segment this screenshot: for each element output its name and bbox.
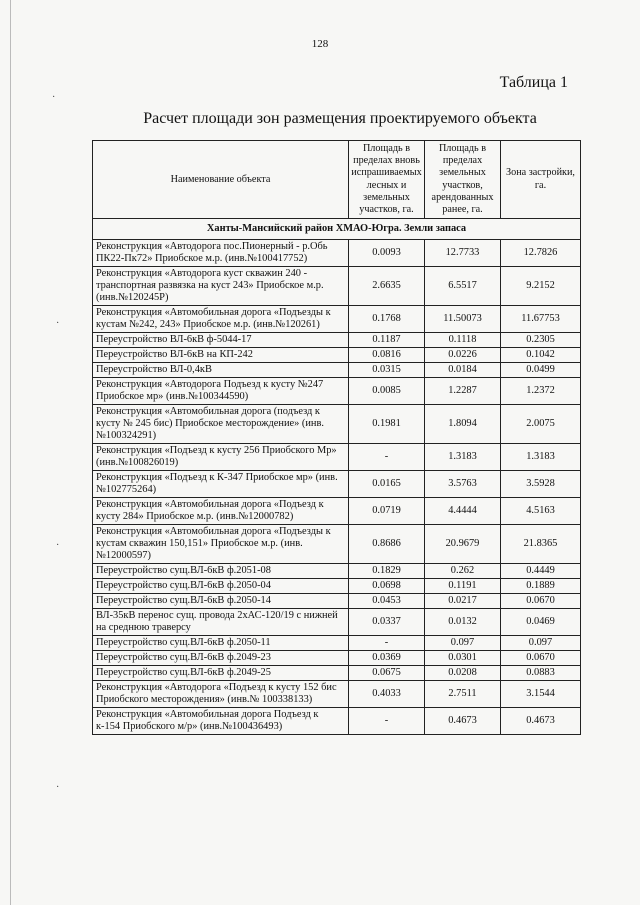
row-forest-area-cell: 0.0675 (349, 666, 425, 681)
row-name-cell: Переустройство сущ.ВЛ-6кВ ф.2050-04 (93, 579, 349, 594)
row-name-cell: Переустройство сущ.ВЛ-6кВ ф.2049-25 (93, 666, 349, 681)
row-leased-area-cell: 20.9679 (425, 525, 501, 564)
table-label: Таблица 1 (499, 74, 568, 91)
row-name-cell: Переустройство ВЛ-6кВ на КП-242 (93, 348, 349, 363)
row-forest-area-cell: 2.6635 (349, 267, 425, 306)
row-name-cell: Реконструкция «Автодорога Подъезд к кусту №247 Приобское мр» (инв.№100344590) (93, 378, 349, 405)
header-name: Наименование объекта (93, 141, 349, 219)
row-leased-area-cell: 4.4444 (425, 498, 501, 525)
row-forest-area-cell: 0.1768 (349, 306, 425, 333)
table-row (93, 348, 581, 363)
row-name-cell: Реконструкция «Подъезд к кусту 256 Приобского Мр» (инв.№100826019) (93, 444, 349, 471)
row-name-cell: Реконструкция «Автодорога пос.Пионерный - р.Обь ПК22-Пк72» Приобское м.р. (инв.№100417752) (93, 240, 349, 267)
row-leased-area-cell: 0.0132 (425, 609, 501, 636)
row-forest-area-cell: 0.0698 (349, 579, 425, 594)
row-zone-cell: 3.5928 (501, 471, 581, 498)
row-forest-area-cell: 0.0453 (349, 594, 425, 609)
row-leased-area-cell: 12.7733 (425, 240, 501, 267)
row-zone-cell: 0.0670 (501, 651, 581, 666)
row-zone-cell: 0.0883 (501, 666, 581, 681)
table-row (93, 651, 581, 666)
row-leased-area-cell: 0.1191 (425, 579, 501, 594)
row-name-cell: Переустройство ВЛ-6кВ ф-5044-17 (93, 333, 349, 348)
row-zone-cell: 4.5163 (501, 498, 581, 525)
table-header-row (93, 141, 581, 219)
row-name-cell: Переустройство сущ.ВЛ-6кВ ф.2051-08 (93, 564, 349, 579)
row-forest-area-cell: - (349, 444, 425, 471)
row-zone-cell: 3.1544 (501, 681, 581, 708)
row-leased-area-cell: 0.4673 (425, 708, 501, 735)
row-zone-cell: 11.67753 (501, 306, 581, 333)
table-row (93, 666, 581, 681)
row-zone-cell: 0.1042 (501, 348, 581, 363)
row-zone-cell: 0.0469 (501, 609, 581, 636)
row-name-cell: Реконструкция «Подъезд к К-347 Приобское мр» (инв.№102775264) (93, 471, 349, 498)
row-name-cell: Реконструкция «Автодорога куст скважин 240 - транспортная развязка на куст 243» Приобское м.р. (инв.№120245Р) (93, 267, 349, 306)
table-row (93, 579, 581, 594)
row-leased-area-cell: 11.50073 (425, 306, 501, 333)
section-row (93, 219, 581, 240)
table-row (93, 363, 581, 378)
margin-mark: · (56, 318, 60, 329)
row-leased-area-cell: 1.8094 (425, 405, 501, 444)
table-row (93, 306, 581, 333)
table-row (93, 498, 581, 525)
row-leased-area-cell: 0.0217 (425, 594, 501, 609)
table-row (93, 267, 581, 306)
row-forest-area-cell: - (349, 636, 425, 651)
row-zone-cell: 9.2152 (501, 267, 581, 306)
row-forest-area-cell: 0.0165 (349, 471, 425, 498)
row-leased-area-cell: 3.5763 (425, 471, 501, 498)
row-forest-area-cell: 0.1981 (349, 405, 425, 444)
document-title: Расчет площади зон размещения проектируемого объекта (143, 110, 537, 127)
margin-mark: · (52, 92, 56, 103)
row-zone-cell: 0.1889 (501, 579, 581, 594)
margin-mark: · (56, 782, 60, 793)
row-leased-area-cell: 0.0226 (425, 348, 501, 363)
row-leased-area-cell: 6.5517 (425, 267, 501, 306)
page-edge-line (10, 0, 11, 905)
margin-mark: · (56, 540, 60, 551)
table-row (93, 594, 581, 609)
row-zone-cell: 12.7826 (501, 240, 581, 267)
row-zone-cell: 1.2372 (501, 378, 581, 405)
row-name-cell: Переустройство сущ.ВЛ-6кВ ф.2050-14 (93, 594, 349, 609)
row-name-cell: Переустройство ВЛ-0,4кВ (93, 363, 349, 378)
table-row (93, 564, 581, 579)
row-forest-area-cell: 0.1829 (349, 564, 425, 579)
table-row (93, 378, 581, 405)
table-row (93, 681, 581, 708)
row-leased-area-cell: 0.1118 (425, 333, 501, 348)
row-forest-area-cell: 0.0816 (349, 348, 425, 363)
table-row (93, 471, 581, 498)
row-zone-cell: 0.4449 (501, 564, 581, 579)
row-zone-cell: 0.4673 (501, 708, 581, 735)
row-name-cell: Реконструкция «Автомобильная дорога «Подъезд к кусту 284» Приобское м.р. (инв.№12000782) (93, 498, 349, 525)
row-forest-area-cell: 0.0337 (349, 609, 425, 636)
page-number: 128 (311, 38, 329, 50)
row-leased-area-cell: 2.7511 (425, 681, 501, 708)
row-name-cell: Реконструкция «Автомобильная дорога (подъезд к кусту № 245 бис) Приобское месторождение» (инв.№100324291) (93, 405, 349, 444)
section-title: Ханты-Мансийский район ХМАО-Югра. Земли запаса (93, 219, 581, 240)
table-row (93, 609, 581, 636)
row-name-cell: Реконструкция «Автодорога «Подъезд к кусту 152 бис Приобского месторождения» (инв.№ 100338133) (93, 681, 349, 708)
row-name-cell: Реконструкция «Автомобильная дорога «Подъезды к кустам №242, 243» Приобское м.р. (инв.№120261) (93, 306, 349, 333)
row-zone-cell: 0.0670 (501, 594, 581, 609)
row-leased-area-cell: 1.3183 (425, 444, 501, 471)
row-name-cell: Реконструкция «Автомобильная дорога Подъезд к к-154 Приобского м/р» (инв.№100436493) (93, 708, 349, 735)
row-leased-area-cell: 1.2287 (425, 378, 501, 405)
table-row (93, 405, 581, 444)
table-row (93, 444, 581, 471)
row-leased-area-cell: 0.262 (425, 564, 501, 579)
area-table (92, 140, 581, 735)
table-row (93, 636, 581, 651)
row-leased-area-cell: 0.0301 (425, 651, 501, 666)
row-forest-area-cell: 0.1187 (349, 333, 425, 348)
row-zone-cell: 0.097 (501, 636, 581, 651)
table-row (93, 240, 581, 267)
row-forest-area-cell: 0.4033 (349, 681, 425, 708)
row-forest-area-cell: 0.0093 (349, 240, 425, 267)
table-row (93, 525, 581, 564)
row-name-cell: Реконструкция «Автомобильная дорога «Подъезды к кустам скважин 150,151» Приобское м.р. (инв.№12000597) (93, 525, 349, 564)
header-leased-area: Площадь в пределах земельных участков, арендованных ранее, га. (425, 141, 501, 219)
row-name-cell: Переустройство сущ.ВЛ-6кВ ф.2050-11 (93, 636, 349, 651)
row-zone-cell: 21.8365 (501, 525, 581, 564)
row-forest-area-cell: 0.0369 (349, 651, 425, 666)
row-zone-cell: 1.3183 (501, 444, 581, 471)
row-forest-area-cell: 0.8686 (349, 525, 425, 564)
row-name-cell: ВЛ-35кВ перенос сущ. провода 2хАС-120/19 с нижней на среднюю траверсу (93, 609, 349, 636)
header-zone: Зона застройки, га. (501, 141, 581, 219)
header-forest-area: Площадь в пределах вновь испрашиваемых лесных и земельных участков, га. (349, 141, 425, 219)
row-zone-cell: 0.0499 (501, 363, 581, 378)
row-forest-area-cell: 0.0719 (349, 498, 425, 525)
row-forest-area-cell: 0.0085 (349, 378, 425, 405)
table-row (93, 333, 581, 348)
row-leased-area-cell: 0.0184 (425, 363, 501, 378)
table-row (93, 708, 581, 735)
row-forest-area-cell: - (349, 708, 425, 735)
row-zone-cell: 2.0075 (501, 405, 581, 444)
row-forest-area-cell: 0.0315 (349, 363, 425, 378)
row-zone-cell: 0.2305 (501, 333, 581, 348)
row-leased-area-cell: 0.097 (425, 636, 501, 651)
row-leased-area-cell: 0.0208 (425, 666, 501, 681)
row-name-cell: Переустройство сущ.ВЛ-6кВ ф.2049-23 (93, 651, 349, 666)
